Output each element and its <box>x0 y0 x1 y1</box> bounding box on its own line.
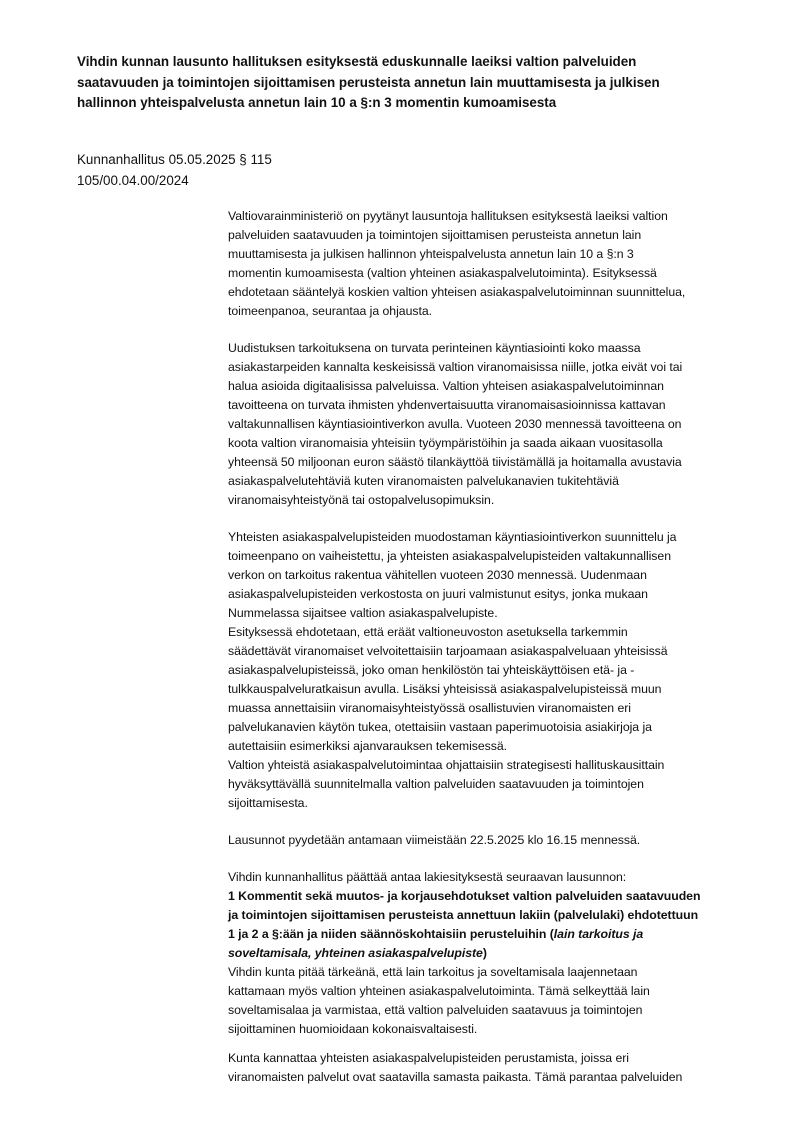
text-line: asiakaspalvelutehtäviä kuten viranomaisten palvelukanavien tukitehtäviä <box>228 474 619 488</box>
text-line: hyväksyttävällä suunnitelmalla valtion palveluiden saatavuuden ja toimintojen <box>228 777 644 791</box>
document-body <box>228 207 748 1087</box>
heading-italic: soveltamisala, yhteinen asiakaspalvelupiste <box>228 946 483 960</box>
text-line: palveluiden saatavuuden ja toimintojen sijoittamisen perusteista annetun lain <box>228 228 642 242</box>
text-line: asiakaspalvelupisteiden verkostosta on juuri valmistunut esitys, jonka mukaan <box>228 587 648 601</box>
text-line: viranomaisyhteistyönä tai ostopalvelusopimuksin. <box>228 493 495 507</box>
text-line: tavoitteena on turvata ihmisten yhdenvertaisuutta viranomaisasioinnissa kattavan <box>228 398 666 412</box>
text-line: Nummelassa sijaitsee valtion asiakaspalvelupiste. <box>228 606 498 620</box>
text-line: asiakaspalvelupisteissä, joko oman henkilöstön tai yhteiskäyttöisen etä- ja - <box>228 663 635 677</box>
title-line: saatavuuden ja toimintojen sijoittamisen perusteista annetun lain muuttamisesta ja julkisen <box>77 74 660 90</box>
text-line: verkon on tarkoitus rakentua vähitellen vuoteen 2030 mennessä. Uudenmaan <box>228 568 647 582</box>
text-line: Valtion yhteistä asiakaspalvelutoimintaa ohjattaisiin strategisesti hallituskausittain <box>228 758 665 772</box>
meeting-reference: Kunnanhallitus 05.05.2025 § 115 <box>77 152 272 167</box>
paragraph-scope <box>228 963 748 1039</box>
text-line: momentin kumoamisesta (valtion yhteinen asiakaspalvelutoiminta). Esityksessä <box>228 266 657 280</box>
paragraph-network <box>228 528 748 813</box>
text-line: ehdotetaan sääntelyä koskien valtion yhteisen asiakaspalvelutoiminnan suunnittelua, <box>228 285 686 299</box>
heading-line: 1 Kommentit sekä muutos- ja korjausehdotukset valtion palveluiden saatavuuden <box>228 889 701 903</box>
text-line: toimeenpano on vaiheistettu, ja yhteisten asiakaspalvelupisteiden valtakunnallisen <box>228 549 671 563</box>
text-line: muuttamisesta ja julkisen hallinnon yhteispalvelusta annetun lain 10 a §:n 3 <box>228 247 634 261</box>
title-line: Vihdin kunnan lausunto hallituksen esityksestä eduskunnalle laeiksi valtion palveluiden <box>77 54 637 69</box>
heading-line: ja toimintojen sijoittamisen perusteista annettuun lakiin (palvelulaki) ehdotettuun <box>228 908 699 922</box>
text-line: asiakastarpeiden kannalta keskeisissä valtion viranomaisissa niille, jotka eivät voi tai <box>228 360 683 374</box>
record-number: 105/00.04.00/2024 <box>77 172 189 188</box>
text-line: Esityksessä ehdotetaan, että eräät valtioneuvoston asetuksella tarkemmin <box>228 625 628 639</box>
decision-intro: Vihdin kunnanhallitus päättää antaa lakiesityksestä seuraavan lausunnon: <box>228 870 627 884</box>
text-line: autettaisiin esimerkiksi ajanvarauksen tekemisessä. <box>228 739 508 753</box>
text-line: viranomaisten palvelut ovat saatavilla samasta paikasta. Tämä parantaa palveluiden <box>228 1070 683 1084</box>
heading-text: 1 ja 2 a §:ään ja niiden säännöskohtaisiin perusteluihin ( <box>228 927 554 941</box>
text-line: soveltamisalaa ja varmistaa, että valtion palveluiden saatavuus ja toimintojen <box>228 1003 643 1017</box>
text-line: valtakunnallisen käyntiasiointiverkon avulla. Vuoteen 2030 mennessä tavoitteena on <box>228 417 682 431</box>
title-line: hallinnon yhteispalvelusta annetun lain 10 a §:n 3 momentin kumoamisesta <box>77 95 557 110</box>
text-line: koota valtion viranomaisia yhteisiin työympäristöihin ja saada aikaan vuositasolla <box>228 436 663 450</box>
text-line: tulkkauspalveluratkaisun avulla. Lisäksi yhteisissä asiakaspalvelupisteissä muun <box>228 682 662 696</box>
meeting-info <box>77 150 272 191</box>
text-line: halua asioida digitaalisissa palveluissa. Valtion yhteisen asiakaspalvelutoiminnan <box>228 379 664 393</box>
text-line: Yhteisten asiakaspalvelupisteiden muodostaman käyntiasiointiverkon suunnittelu ja <box>228 530 677 544</box>
section-heading <box>228 887 748 963</box>
text-line: muassa annettaisiin viranomaisyhteistyössä osallistuvien viranomaisten eri <box>228 701 631 715</box>
text-line: palvelukanavien käytön tukea, otettaisiin vastaan paperimuotoisia asiakirjoja ja <box>228 720 652 734</box>
paragraph-purpose <box>228 339 748 510</box>
text-line: säädettävät viranomaiset velvoitettaisiin tarjoamaan asiakaspalveluaan yhteisissä <box>228 644 668 658</box>
deadline-text: Lausunnot pyydetään antamaan viimeistään 22.5.2025 klo 16.15 mennessä. <box>228 833 641 847</box>
text-line: yhteensä 50 miljoonan euron säästö tilankäyttöä tiivistämällä ja hoitamalla avustavia <box>228 455 682 469</box>
text-line: kattamaan myös valtion yhteinen asiakaspalvelutoiminta. Tämä selkeyttää lain <box>228 984 650 998</box>
paragraph-request <box>228 207 748 321</box>
paragraph-support <box>228 1049 748 1087</box>
heading-line <box>228 944 748 963</box>
text-line: Uudistuksen tarkoituksena on turvata perinteinen käyntiasiointi koko maassa <box>228 341 641 355</box>
text-line: sijoittamisesta. <box>228 796 308 810</box>
text-line: Kunta kannattaa yhteisten asiakaspalvelupisteiden perustamista, joissa eri <box>228 1051 629 1065</box>
text-line: sijoittaminen huomioidaan kokonaisvaltaisesti. <box>228 1022 478 1036</box>
text-line: toimeenpanoa, seurantaa ja ohjausta. <box>228 304 432 318</box>
text-line: Valtiovarainministeriö on pyytänyt lausuntoja hallituksen esityksestä laeiksi valtion <box>228 209 668 223</box>
heading-line <box>228 925 748 944</box>
text-line: Vihdin kunta pitää tärkeänä, että lain tarkoitus ja soveltamisala laajennetaan <box>228 965 638 979</box>
heading-close: ) <box>482 946 487 960</box>
document-title <box>77 52 737 114</box>
heading-italic: lain tarkoitus ja <box>553 927 644 941</box>
